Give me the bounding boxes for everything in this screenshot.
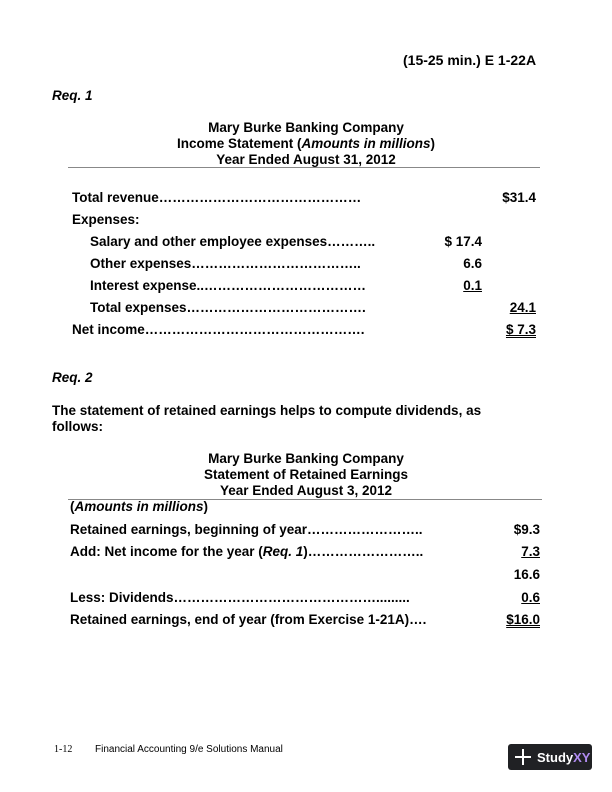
re-ending-amount (470, 612, 540, 627)
req2-company: Mary Burke Banking Company (208, 451, 404, 466)
req1-company: Mary Burke Banking Company (208, 120, 404, 135)
subtotal-amount: 16.6 (513, 567, 540, 582)
re-ending-label: Retained earnings, end of year (from Exercise 1-21A)…. (70, 612, 427, 627)
add-italic: Req. 1 (262, 544, 304, 559)
plus-icon (514, 748, 532, 766)
req2-period: Year Ended August 3, 2012 (219, 483, 393, 498)
total-expenses-label: Total expenses…………………………………. (90, 300, 366, 315)
interest-amount-value: 0.1 (463, 278, 482, 293)
badge-main: Study (537, 749, 574, 765)
add-net-income-label (70, 544, 423, 559)
units-post: ) (203, 499, 209, 514)
title-post: ) (430, 136, 436, 151)
req1-statement-title (0, 136, 612, 151)
units-pre: ( (70, 499, 75, 514)
page-number: 1-12 (54, 744, 73, 755)
add-amount-value: 7.3 (521, 544, 540, 559)
interest-expense-amount (420, 278, 482, 293)
title-italic: Amounts in millions (301, 136, 431, 151)
badge-accent: XY (573, 749, 591, 765)
req1-rule (68, 167, 540, 168)
req2-intro-line2: follows: (52, 419, 103, 434)
add-pre: Add: Net income for the year ( (70, 544, 263, 559)
other-expenses-label: Other expenses……………………………….. (90, 256, 361, 271)
req2-units (70, 499, 208, 514)
net-income-amount (470, 322, 536, 337)
dividends-value: 0.6 (521, 590, 540, 605)
add-net-income-amount (470, 544, 540, 559)
salary-label: Salary and other employee expenses……….. (90, 234, 376, 249)
total-expenses-amount (470, 300, 536, 315)
interest-expense-label: Interest expense..……………………………… (90, 278, 367, 293)
dividends-label: Less: Dividends………………………………………......... (70, 590, 410, 605)
other-expenses-amount: 6.6 (463, 256, 482, 271)
net-income-label: Net income…………………………………………. (72, 322, 365, 337)
req2-intro-line1: The statement of retained earnings helps to compute dividends, as (52, 403, 482, 418)
badge-text (537, 750, 590, 765)
req2-statement-title: Statement of Retained Earnings (203, 467, 409, 482)
add-post: )…………………….. (303, 544, 424, 559)
req1-period: Year Ended August 31, 2012 (216, 152, 396, 167)
re-ending-value: $16.0 (506, 612, 540, 627)
total-revenue-amount: $31.4 (502, 190, 536, 205)
book-title: Financial Accounting 9/e Solutions Manual (95, 744, 283, 755)
total-expenses-value: 24.1 (509, 300, 536, 315)
req1-label: Req. 1 (52, 88, 93, 103)
expenses-label: Expenses: (72, 212, 140, 227)
re-beginning-amount: $9.3 (513, 522, 540, 537)
exercise-code: (15-25 min.) E 1-22A (403, 52, 537, 68)
dividends-amount (470, 590, 540, 605)
units-italic: Amounts in millions (74, 499, 204, 514)
title-pre: Income Statement ( (176, 136, 302, 151)
salary-amount: $ 17.4 (444, 234, 482, 249)
req2-label: Req. 2 (52, 370, 93, 385)
total-revenue-label: Total revenue……………………………………… (72, 190, 362, 205)
re-beginning-label: Retained earnings, beginning of year…………………….. (70, 522, 423, 537)
studyxy-badge[interactable] (508, 744, 592, 770)
net-income-value: $ 7.3 (505, 322, 536, 337)
